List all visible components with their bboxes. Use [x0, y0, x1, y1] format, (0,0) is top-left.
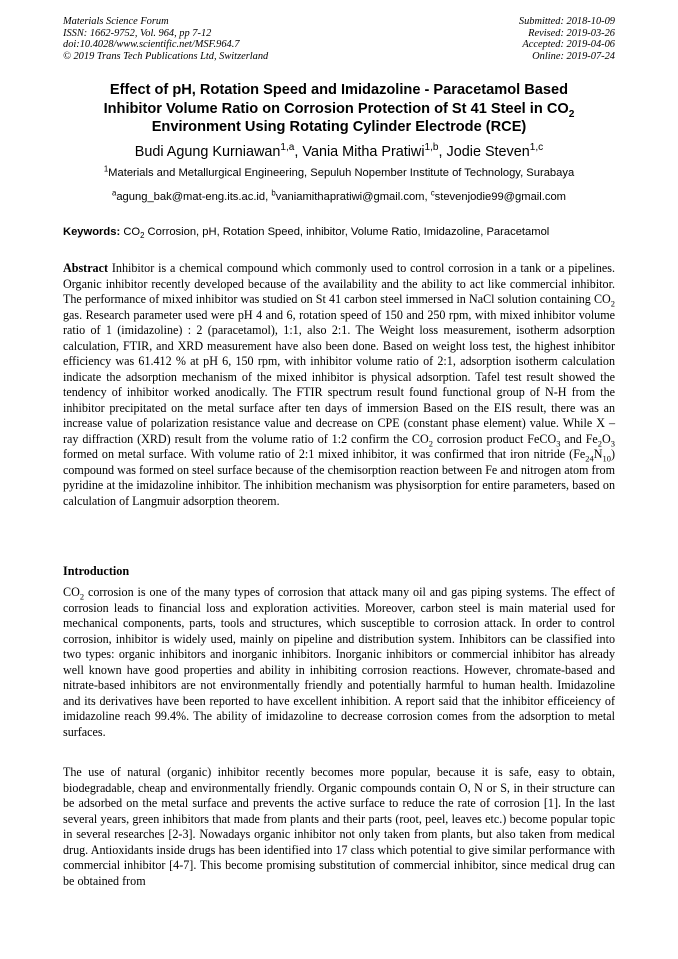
abstract-text: O [602, 431, 611, 446]
submitted-date: Submitted: 2018-10-09 [518, 16, 615, 27]
abstract-sub: 10 [602, 453, 611, 464]
abstract-text: formed on metal surface. With volume ratio of 2:1 mixed inhibitor, it was confirmed that iron nitride (Fe [63, 447, 586, 461]
author-name: Jodie Steven [446, 144, 530, 160]
journal-header-left [63, 16, 268, 62]
affiliation-sup: 1 [103, 164, 109, 174]
paper-title [50, 81, 628, 137]
title-line-3: Environment Using Rotating Cylinder Electrode (RCE) [151, 119, 527, 135]
abstract-sub: 2 [597, 437, 603, 448]
abstract-sub: 3 [610, 437, 615, 448]
author-list: Budi Agung Kurniawan$^{1,a}$, Vania Mitha Pratiwi$^{1,b}$, Jodie Steven$^{1,c}$ [134, 142, 544, 160]
intro-text: corrosion is one of the many types of corrosion that attack many oil and gas piping systems. The effect of corrosion leads to financial loss and exploration activities. Moreover, carbon steel is main material used for mechanical components, parts, tools and structures, which susceptible to corrosion attack. In order to control corrosion, inhibitor is widely used, mainly on pipeline and distribution system. Inhibitors can be classified into two types: organic inhibitors and inorganic inhibitors. Inorganic inhibitors or commercial inhibitor has already well known have good properties and ability in inhibiting corrosion reactions. However, chromate-based and nitrate-based inhibitors are not environmentally friendly and potentially harmful to human health. Imidazoline and its derivatives have been reported to have excellent inhibition. A report said that the inhibitor efficeiency of imidazoline reach 99.4%. The ability of imidazoline to decrease corrosion comes from the adsorption to metal surfaces. [63, 585, 615, 739]
author-name: Budi Agung Kurniawan [134, 144, 281, 160]
affiliation-text: Materials and Metallurgical Engineering, Sepuluh Nopember Institute of Technology, Surabaya [108, 167, 575, 179]
author-sup: 1,b [424, 142, 439, 154]
abstract-sub: 2 [428, 437, 433, 448]
author-sup: 1,c [529, 142, 544, 154]
abstract-sub: 2 [610, 298, 615, 309]
email-list: $^a$agung_bak@mat-eng.its.ac.id, $^b$vaniamithapratiwi@gmail.com, $^c$stevenjodie99@gmail.com [111, 188, 567, 203]
author-sup: 1,a [280, 142, 295, 154]
email-sup: a [111, 188, 117, 198]
intro-sub: 2 [79, 591, 85, 602]
abstract-sub: 3 [556, 437, 561, 448]
keywords [63, 225, 623, 239]
title-line-1: Effect of pH, Rotation Speed and Imidazoline - Paracetamol Based [109, 82, 569, 98]
online-date: Online: 2019-07-24 [532, 50, 615, 62]
author-name: Vania Mitha Pratiwi [302, 144, 425, 160]
copyright-line: © 2019 Trans Tech Publications Ltd, Switzerland [63, 50, 269, 62]
abstract-text: Inhibitor is a chemical compound which commonly used to control corrosion in a tank or a pipelines. Organic inhibitor recently developed because of the availability and the ability to act like commercial inhibitor. The performance of mixed inhibitor was studied on St 41 carbon steel immersed in NaCl solution containing CO [63, 261, 615, 306]
keyword-sub: 2 [140, 231, 145, 241]
abstract-text: and Fe [560, 431, 598, 446]
journal-header-right [519, 16, 615, 62]
email-link[interactable]: stevenjodie99@gmail.com [434, 191, 567, 203]
abstract-text: ) compound was formed on steel surface because of the chemisorption reaction between Fe and nitrogen atom from pyridine at the imidazoline inhibitor. The inhibition mechanism was physisorption for entire parameters, based on calculation of Langmuir adsorption theorem. [63, 447, 615, 508]
email-sup: c [430, 188, 435, 198]
title-line-2-text: Inhibitor Volume Ratio on Corrosion Protection of St 41 Steel in CO [103, 100, 569, 117]
issn-line: ISSN: 1662-9752, Vol. 964, pp 7-12 [63, 27, 212, 39]
intro-paragraph-1 [63, 585, 615, 740]
email-link[interactable]: vaniamithapratiwi@gmail.com [275, 191, 425, 203]
keyword-co: CO [123, 226, 141, 238]
affiliation [40, 166, 638, 180]
abstract-sub: 24 [585, 453, 594, 464]
abstract-text: N [593, 447, 603, 461]
keywords-text: Corrosion, pH, Rotation Speed, inhibitor, Volume Ratio, Imidazoline, Paracetamol [144, 226, 550, 238]
title-subscript: 2 [568, 108, 575, 120]
abstract-text: gas. Research parameter used were pH 4 and 6, rotation speed of 150 and 250 rpm, with mixed inhibitor volume ratio of 1 (imidazoline) : 2 (paracetamol), 1:1, also 2:1. The Weight loss measurement, isotherm adsorption calculation, FTIR, and XRD measurement have also been done. Based on weight loss test, the highest inhibitor efficiency was 61.412 % at pH 6, 150 rpm, with inhibitor volume ratio of 2:1, adsorption isotherm calculation indicate the adsorption mechanism of the mixed inhibitor is physical adsorption. Tafel test result showed the tendency of inhibitor worked anodically. The FTIR spectrum result found functional group of N-H from the inhibitor precipitated on the metal surface after ten days of immersion Based on the EIS result, there was an increase value of polarization resistance value and decrease on CPE (constant phase element) value. While X – ray diffraction (XRD) result from the volume ratio of 1:2 confirm the CO [63, 307, 615, 446]
email-link[interactable]: agung_bak@mat-eng.its.ac.id [116, 191, 266, 203]
abstract [63, 261, 615, 509]
keywords-label: Keywords: [63, 226, 121, 238]
accepted-date: Accepted: 2019-04-06 [522, 39, 615, 51]
intro-paragraph-2: The use of natural (organic) inhibitor recently becomes more popular, because it is safe, easy to obtain, biodegradable, cheap and environmentally friendly. Organic compounds contain O, N or S, in their structure can be adsorbed on the metal surface and prevents the active surface to reduce the rate of corrosion [1]. In the last several years, green inhibitors that made from plants and their parts (root, peel, leaves etc.) become popular topic in several researches [2-3]. Nowadays organic inhibitor not only taken from plants, but also taken from medical drug. Antioxidants inside drugs has been identified into 17 class which potential to give similar performance with commercial inhibitor [4-7]. This become promising substitution of commercial inhibitor, since medical drug can be obtained from [63, 765, 615, 888]
journal-name: Materials Science Forum [63, 16, 169, 27]
abstract-label: Abstract [63, 261, 109, 275]
title-line-2 [50, 100, 628, 119]
revised-date: Revised: 2019-03-26 [528, 27, 615, 39]
intro-text: CO [63, 585, 80, 599]
abstract-text: corrosion product FeCO [432, 431, 557, 446]
section-heading-introduction: Introduction [63, 564, 130, 578]
doi-line: doi:10.4028/www.scientific.net/MSF.964.7 [63, 39, 240, 51]
email-sup: b [271, 188, 276, 198]
